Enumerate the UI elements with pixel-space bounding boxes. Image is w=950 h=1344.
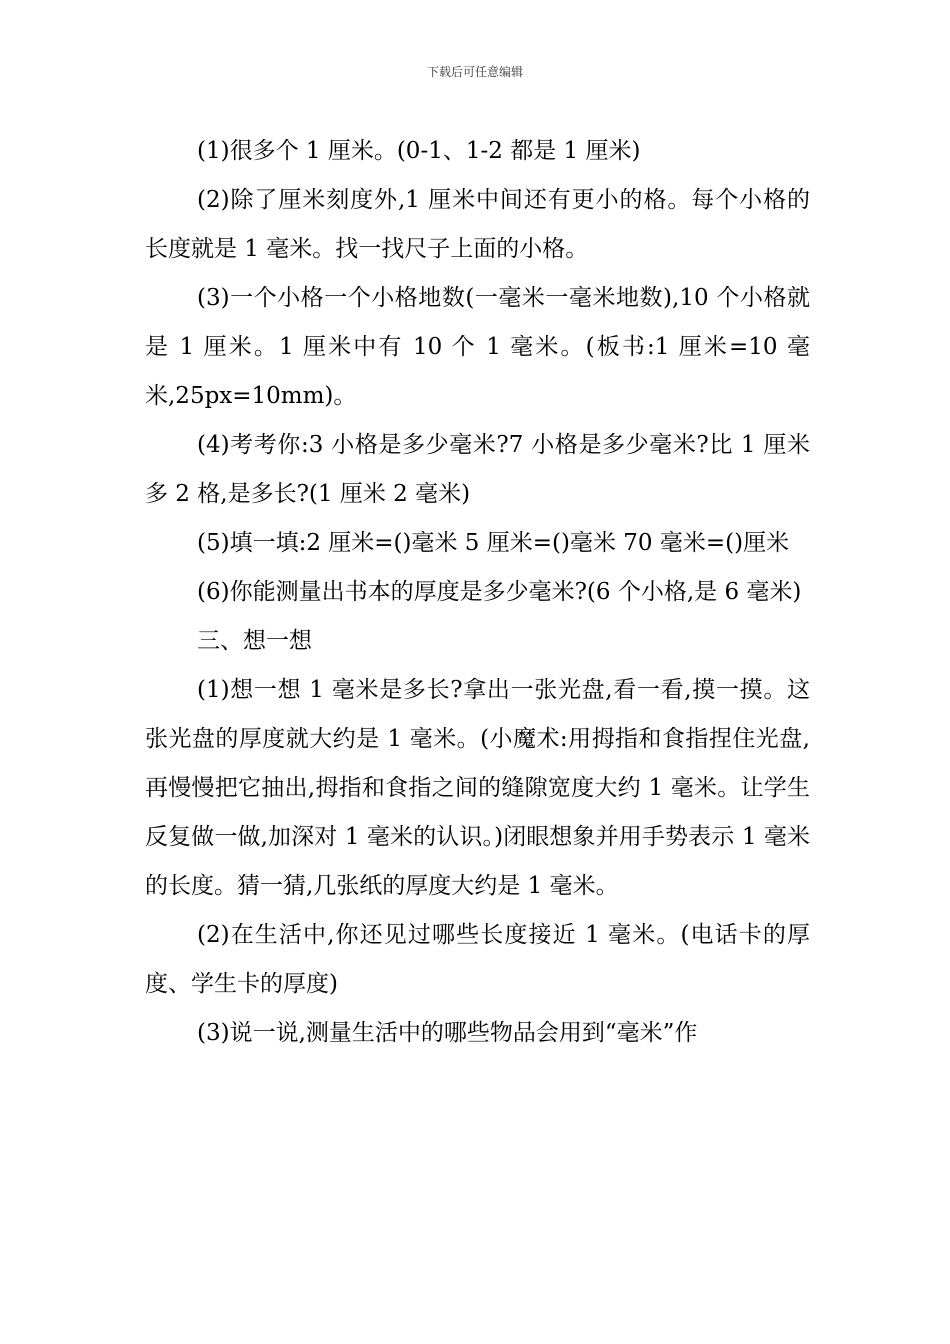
section-heading-think: 三、想一想	[197, 628, 312, 654]
paragraph-imagine-millimeter: (1)想一想 1 毫米是多长?拿出一张光盘,看一看,摸一摸。这张光盘的厚度就大约是 1 毫米。(小魔术:用拇指和食指捏住光盘,再慢慢把它抽出,拇指和食指之间的缝隙宽度大约 1 毫米。让学生反复做一做,加深对 1 毫米的认识。)闭眼想象并用手势表示 1 毫米的长度。猜一猜,几张纸的厚度大约是 1 毫米。	[145, 677, 810, 899]
paragraph-count-small-grids: (3)一个小格一个小格地数(一毫米一毫米地数),10 个小格就是 1 厘米。1 厘米中有 10 个 1 毫米。(板书:1 厘米=10 毫米,25px=10mm)。	[145, 285, 810, 409]
paragraph-ruler-centimeters: (1)很多个 1 厘米。(0-1、1-2 都是 1 厘米)	[197, 138, 641, 164]
paragraph-book-thickness: (6)你能测量出书本的厚度是多少毫米?(6 个小格,是 6 毫米)	[197, 579, 802, 605]
paragraph-quiz: (4)考考你:3 小格是多少毫米?7 小格是多少毫米?比 1 厘米多 2 格,是多长?(1 厘米 2 毫米)	[145, 432, 810, 507]
page-header: 下载后可任意编辑	[426, 65, 523, 79]
document-body	[145, 127, 810, 1058]
paragraph-discuss-usage: (3)说一说,测量生活中的哪些物品会用到“毫米”作	[197, 1020, 698, 1046]
paragraph-fill-in: (5)填一填:2 厘米=()毫米 5 厘米=()毫米 70 毫米=()厘米	[197, 530, 790, 556]
paragraph-daily-life-examples: (2)在生活中,你还见过哪些长度接近 1 毫米。(电话卡的厚度、学生卡的厚度)	[145, 922, 810, 997]
paragraph-millimeter-intro: (2)除了厘米刻度外,1 厘米中间还有更小的格。每个小格的长度就是 1 毫米。找一找尺子上面的小格。	[145, 187, 810, 262]
